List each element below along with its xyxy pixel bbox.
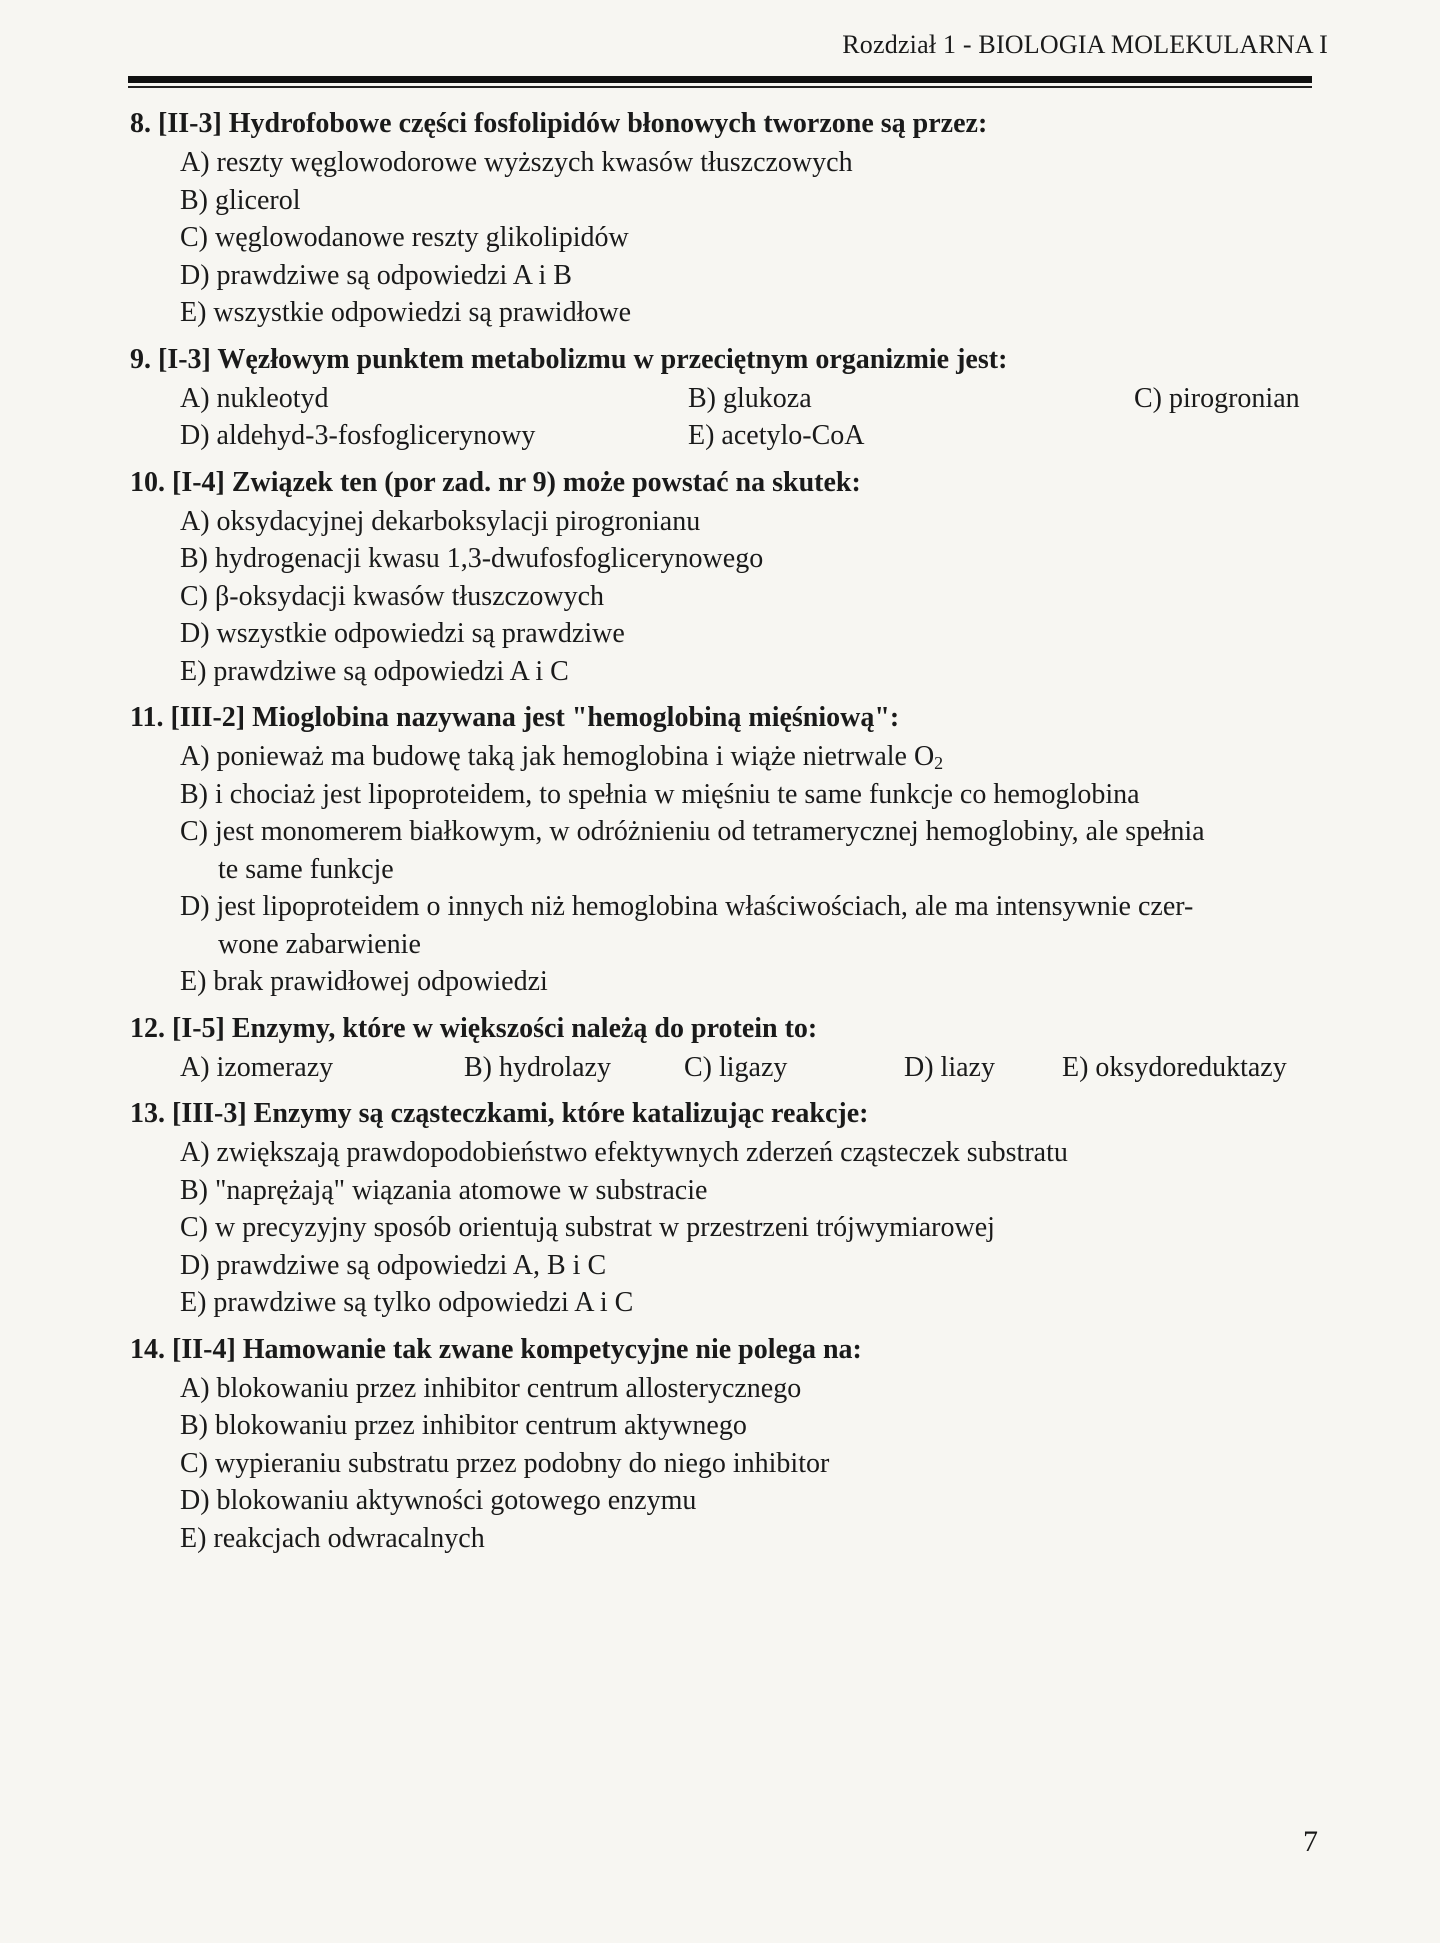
question-14-option-b: B) blokowaniu przez inhibitor centrum aktywnego [180, 1410, 747, 1441]
question-11-option-e: E) brak prawidłowej odpowiedzi [180, 966, 548, 997]
question-8-option-a: A) reszty węglowodorowe wyższych kwasów tłuszczowych [180, 147, 853, 178]
header-rule-thick [128, 76, 1312, 83]
question-10-option-b: B) hydrogenacji kwasu 1,3-dwufosfoglicerynowego [180, 543, 764, 574]
question-11-option-d-line-2: wone zabarwienie [218, 928, 421, 960]
question-14 [130, 1330, 1320, 1558]
question-14-option-d: D) blokowaniu aktywności gotowego enzymu [180, 1485, 697, 1516]
running-header: Rozdział 1 - BIOLOGIA MOLEKULARNA I [842, 30, 1328, 59]
question-12-option-d: D) liazy [904, 1051, 995, 1083]
question-8-option-d: D) prawdziwe są odpowiedzi A i B [180, 259, 572, 291]
question-11-title: 11. [III-2] Mioglobina nazywana jest "hemoglobiną mięśniową": [130, 702, 900, 733]
question-9-option-c: C) pirogronian [1134, 382, 1300, 414]
question-13-option-b: B) "naprężają" wiązania atomowe w substracie [180, 1174, 708, 1206]
question-9 [130, 340, 1320, 455]
question-12-options-row [130, 1049, 1320, 1087]
question-10-option-c: C) β-oksydacji kwasów tłuszczowych [180, 580, 605, 612]
question-10-title: 10. [I-4] Związek ten (por zad. nr 9) może powstać na skutek: [130, 466, 861, 498]
question-9-option-a: A) nukleotyd [180, 382, 329, 414]
question-11-option-c [130, 813, 1320, 888]
page-number: 7 [1303, 1825, 1318, 1858]
question-12-option-a: A) izomerazy [180, 1051, 334, 1083]
question-8 [130, 104, 1320, 332]
question-12-title: 12. [I-5] Enzymy, które w większości należą do protein to: [130, 1012, 818, 1044]
question-10-option-a: A) oksydacyjnej dekarboksylacji pirogronianu [180, 505, 701, 537]
question-14-option-a: A) blokowaniu przez inhibitor centrum allosterycznego [180, 1372, 802, 1404]
question-14-option-c: C) wypieraniu substratu przez podobny do niego inhibitor [180, 1447, 830, 1479]
question-11-option-c-line-1: C) jest monomerem białkowym, w odróżnieniu od tetramerycznej hemoglobiny, ale spełnia [180, 816, 1205, 847]
question-13 [130, 1094, 1320, 1322]
question-11-option-d [130, 888, 1320, 963]
question-11 [130, 698, 1320, 1001]
question-8-title: 8. [II-3] Hydrofobowe części fosfolipidów błonowych tworzone są przez: [130, 108, 988, 139]
question-8-option-c: C) węglowodanowe reszty glikolipidów [180, 222, 629, 253]
question-11-option-a-text: A) ponieważ ma budowę taką jak hemoglobina i wiąże nietrwale O [180, 741, 935, 772]
question-9-title: 9. [I-3] Węzłowym punktem metabolizmu w przeciętnym organizmie jest: [130, 343, 1008, 375]
question-14-option-e: E) reakcjach odwracalnych [180, 1522, 485, 1554]
question-10-option-e: E) prawdziwe są odpowiedzi A i C [180, 655, 569, 687]
question-10-option-d: D) wszystkie odpowiedzi są prawdziwe [180, 618, 625, 649]
question-9-options-row-2 [130, 417, 1320, 455]
question-9-option-e: E) acetylo-CoA [688, 420, 865, 451]
question-9-option-d: D) aldehyd-3-fosfoglicerynowy [180, 420, 536, 451]
question-12 [130, 1009, 1320, 1087]
question-14-title: 14. [II-4] Hamowanie tak zwane kompetycyjne nie polega na: [130, 1333, 862, 1365]
question-13-option-e: E) prawdziwe są tylko odpowiedzi A i C [180, 1287, 634, 1318]
question-9-option-b: B) glukoza [688, 382, 812, 414]
question-11-option-a [130, 738, 1320, 776]
question-8-option-e: E) wszystkie odpowiedzi są prawidłowe [180, 297, 631, 328]
question-11-option-b: B) i chociaż jest lipoproteidem, to spełnia w mięśniu te same funkcje co hemoglobina [180, 778, 1140, 810]
question-13-option-a: A) zwiększają prawdopodobieństwo efektywnych zderzeń cząsteczek substratu [180, 1137, 1068, 1168]
question-9-options-row-1 [130, 380, 1320, 418]
question-13-option-d: D) prawdziwe są odpowiedzi A, B i C [180, 1249, 607, 1281]
question-11-option-d-line-1: D) jest lipoproteidem o innych niż hemoglobina właściwościach, ale ma intensywnie czer- [180, 891, 1194, 922]
header-rule-thin [128, 86, 1312, 88]
question-12-option-e: E) oksydoreduktazy [1062, 1051, 1287, 1083]
question-12-option-b: B) hydrolazy [464, 1051, 611, 1083]
question-8-option-b: B) glicerol [180, 184, 301, 216]
oxygen-subscript: 2 [934, 753, 944, 773]
question-11-option-c-line-2: te same funkcje [218, 853, 394, 885]
question-list [130, 96, 1320, 1561]
question-10 [130, 463, 1320, 691]
question-13-title: 13. [III-3] Enzymy są cząsteczkami, które katalizując reakcje: [130, 1098, 869, 1129]
question-12-option-c: C) ligazy [684, 1051, 788, 1083]
question-13-option-c: C) w precyzyjny sposób orientują substrat w przestrzeni trójwymiarowej [180, 1212, 995, 1243]
